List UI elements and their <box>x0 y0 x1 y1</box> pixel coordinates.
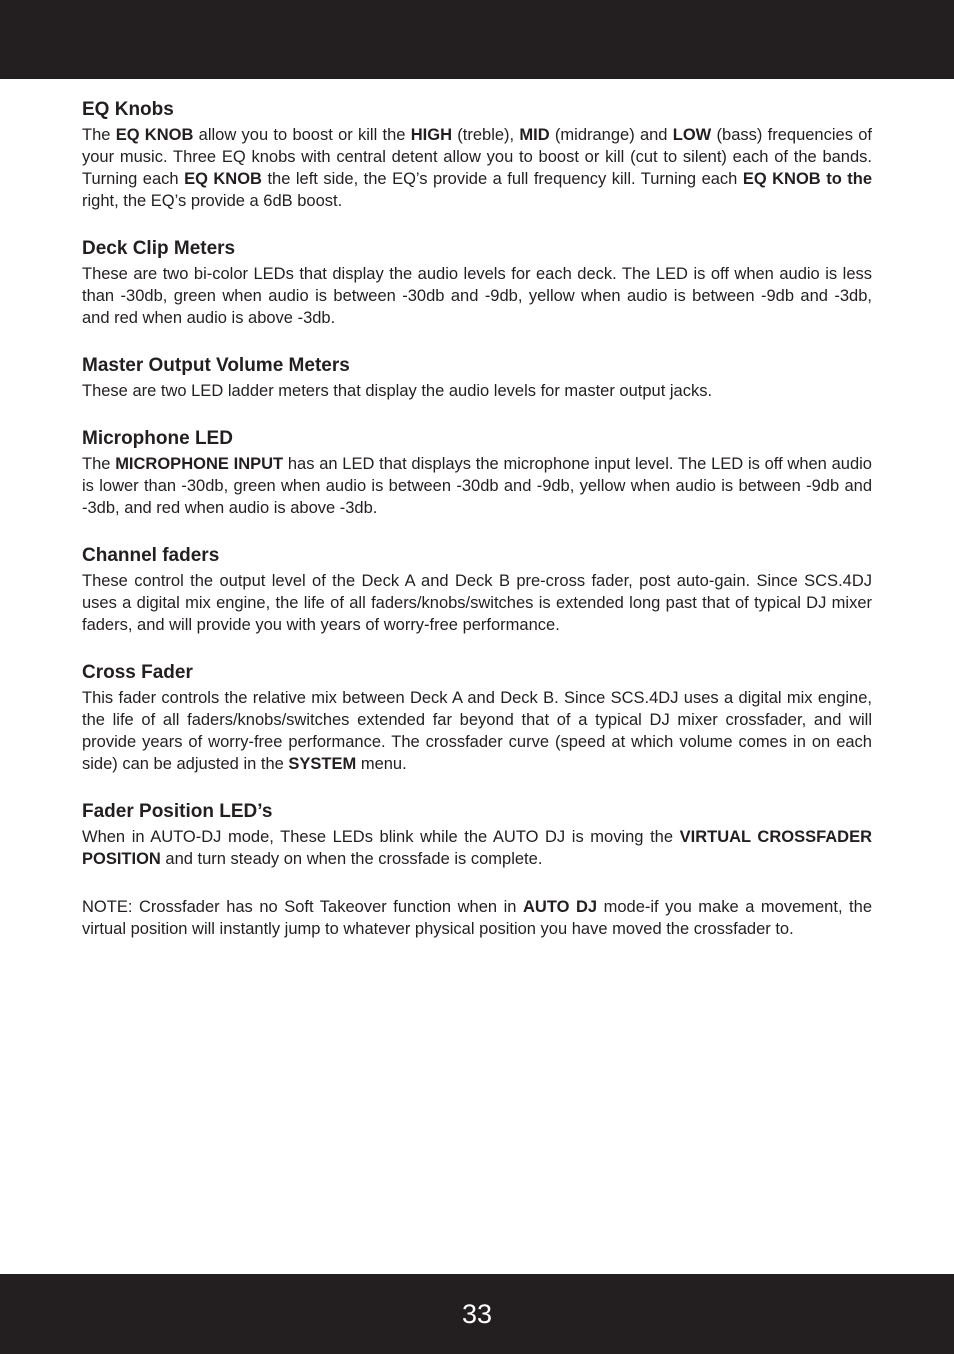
bold-term: EQ KNOB <box>184 170 262 188</box>
section-channel-faders <box>82 545 872 636</box>
text-run: the left side, the EQ’s provide a full frequency kill. Turning each <box>261 170 743 188</box>
text-run: These are two bi-color LEDs that display the audio levels for each deck. The LED is off when audio is less than -30db, green when audio is between -30db and -9db, yellow when audio is between -9db and -3db, and red when audio is above -3db. <box>82 265 872 327</box>
text-run: These are two LED ladder meters that display the audio levels for master output jacks. <box>82 382 713 400</box>
text-run: mode-if you make a movement, the virtual position will instantly jump to whatever physical position you have moved the crossfader to. <box>82 898 872 938</box>
bold-term: SYSTEM <box>288 755 357 773</box>
section-eq-knobs <box>82 99 872 212</box>
text-run: When in AUTO-DJ mode, These LEDs blink while the AUTO DJ is moving the <box>82 828 680 846</box>
text-run: This fader controls the relative mix between Deck A and Deck B. Since SCS.4DJ uses a digital mix engine, the life of all faders/knobs/switches extended far beyond that of a typical DJ mixer crossfader, and will provide years of worry-free performance. The crossfader curve (speed at which volume comes in on each side) can be adjusted in the <box>82 689 872 773</box>
bold-term: EQ KNOB to the <box>742 170 872 188</box>
page-number: 33 <box>461 1299 493 1329</box>
bold-term: MICROPHONE INPUT <box>115 455 284 473</box>
section-paragraph <box>82 570 872 636</box>
page-content <box>82 99 872 940</box>
section-heading: Master Output Volume Meters <box>82 355 350 376</box>
text-run: NOTE: Crossfader has no Soft Takeover function when in <box>82 898 523 916</box>
section-paragraph <box>82 124 872 212</box>
text-run: (midrange) and <box>549 126 673 144</box>
section-heading: Cross Fader <box>82 662 193 683</box>
section-cross-fader <box>82 662 872 775</box>
bold-term: AUTO DJ <box>523 898 598 916</box>
text-run: has an LED that displays the microphone input level. The LED is off when audio is lower than -30db, green when audio is between -30db and -9db, yellow when audio is between -9db and -3db, and red when audio is above -3db. <box>82 455 872 517</box>
section-heading: Channel faders <box>82 545 220 566</box>
text-run: menu. <box>356 755 407 773</box>
bold-term: MID <box>519 126 550 144</box>
section-fader-position-leds <box>82 801 872 870</box>
text-run: and turn steady on when the crossfade is complete. <box>160 850 543 868</box>
text-run: These control the output level of the Deck A and Deck B pre-cross fader, post auto-gain. Since SCS.4DJ uses a digital mix engine, the life of all faders/knobs/switches is extended long past that of typical DJ mixer faders, and will provide you with years of worry-free performance. <box>82 572 872 634</box>
text-run: The <box>82 126 116 144</box>
section-paragraph <box>82 263 872 329</box>
header-bar <box>0 0 954 79</box>
bold-term: HIGH <box>410 126 452 144</box>
text-run: The <box>82 455 116 473</box>
section-paragraph <box>82 826 872 870</box>
section-heading: Fader Position LED’s <box>82 801 273 822</box>
bold-term: VIRTUAL CROSSFADER POSITION <box>82 828 872 868</box>
text-run: right, the EQ’s provide a 6dB boost. <box>82 192 343 210</box>
text-run: (bass) frequencies of your music. Three EQ knobs with central detent allow you to boost or kill (cut to silent) each of the bands. Turning each <box>82 126 872 188</box>
section-heading: Deck Clip Meters <box>82 238 236 259</box>
section-master-output-volume-meters <box>82 355 872 402</box>
section-microphone-led <box>82 428 872 519</box>
note-paragraph <box>82 896 872 940</box>
text-run: (treble), <box>452 126 520 144</box>
section-paragraph <box>82 687 872 775</box>
text-run: allow you to boost or kill the <box>193 126 411 144</box>
section-paragraph <box>82 453 872 519</box>
section-deck-clip-meters <box>82 238 872 329</box>
section-heading: Microphone LED <box>82 428 233 449</box>
bold-term: EQ KNOB <box>115 126 194 144</box>
section-heading: EQ Knobs <box>82 99 174 120</box>
section-paragraph <box>82 380 872 402</box>
bold-term: LOW <box>672 126 712 144</box>
